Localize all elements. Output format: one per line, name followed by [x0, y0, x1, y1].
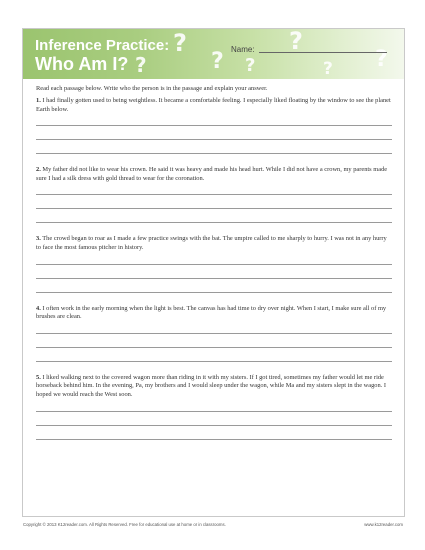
worksheet-title-line-1: Inference Practice: [35, 37, 170, 54]
answer-lines [36, 260, 392, 293]
question-number: 2. [36, 166, 41, 174]
answer-line[interactable] [36, 195, 392, 209]
answer-line[interactable] [36, 279, 392, 293]
question-mark-decoration: ? [375, 47, 388, 72]
copyright-notice: Copyright © 2013 K12reader.com. All Rights Reserved. Free for educational use at home or in classrooms. [23, 522, 226, 527]
question-text: I often work in the early morning when the light is best. The canvas has had time to dry over night. When I start, I make sure all of my brushes are clean. [36, 304, 387, 321]
question-passage [36, 97, 392, 114]
answer-line[interactable] [36, 334, 392, 348]
name-label: Name: [231, 45, 255, 54]
question-passage [36, 166, 392, 183]
answer-line[interactable] [36, 126, 392, 140]
question-mark-decoration: ? [323, 59, 333, 79]
answer-line[interactable] [36, 412, 392, 426]
answer-lines [36, 121, 392, 154]
question-mark-decoration: ? [135, 53, 147, 77]
worksheet-header [23, 29, 404, 79]
question-mark-decoration: ? [289, 29, 303, 55]
answer-line[interactable] [36, 265, 392, 279]
question-passage [36, 305, 392, 322]
question-text: The crowd began to roar as I made a few practice swings with the bat. The umpire called to me sharply to hurry. I was not in any hurry to face the most famous pitcher in history. [36, 235, 387, 251]
question-text: My father did not like to wear his crown. He said it was heavy and made his head hurt. While I did not have a crown, my parents made sure I had a silk dress with gold thread to wear for the coronation. [36, 166, 388, 182]
question-number: 1. [36, 97, 41, 104]
answer-line[interactable] [36, 426, 392, 440]
answer-lines [36, 407, 392, 440]
question-text: I liked walking next to the covered wagon more than riding in it with my sisters. If I got tired, sometimes my father would let me ride horseback behind him. In the evening, Pa, my brothers and I would sleep under the wagon, while Ma and my sisters slept in the wagon. I hoped we would reach the West soon. [36, 373, 386, 398]
question-number: 4. [36, 304, 41, 312]
answer-line[interactable] [36, 140, 392, 154]
question-block [36, 235, 392, 292]
question-text: I had finally gotten used to being weightless. It became a comfortable feeling. I especially liked floating by the window to see the planet Earth below. [36, 97, 391, 113]
question-mark-decoration: ? [211, 49, 224, 74]
website-link[interactable]: www.k12reader.com [364, 522, 403, 527]
question-mark-decoration: ? [173, 29, 187, 57]
question-passage [36, 235, 392, 252]
answer-line[interactable] [36, 348, 392, 362]
question-block [36, 374, 392, 440]
instructions: Read each passage below. Write who the person is in the passage and explain your answer. [36, 85, 268, 92]
question-block [36, 97, 392, 154]
worksheet-content [36, 85, 392, 440]
worksheet-title-line-2: Who Am I? [35, 54, 129, 74]
question-mark-decoration: ? [245, 55, 256, 76]
question-number: 5. [36, 373, 41, 381]
question-block [36, 166, 392, 223]
answer-lines [36, 190, 392, 223]
answer-lines [36, 329, 392, 362]
question-block [36, 305, 392, 362]
worksheet-page [22, 28, 405, 517]
name-field[interactable] [259, 52, 387, 53]
question-passage [36, 374, 392, 400]
answer-line[interactable] [36, 209, 392, 223]
question-number: 3. [36, 235, 41, 243]
